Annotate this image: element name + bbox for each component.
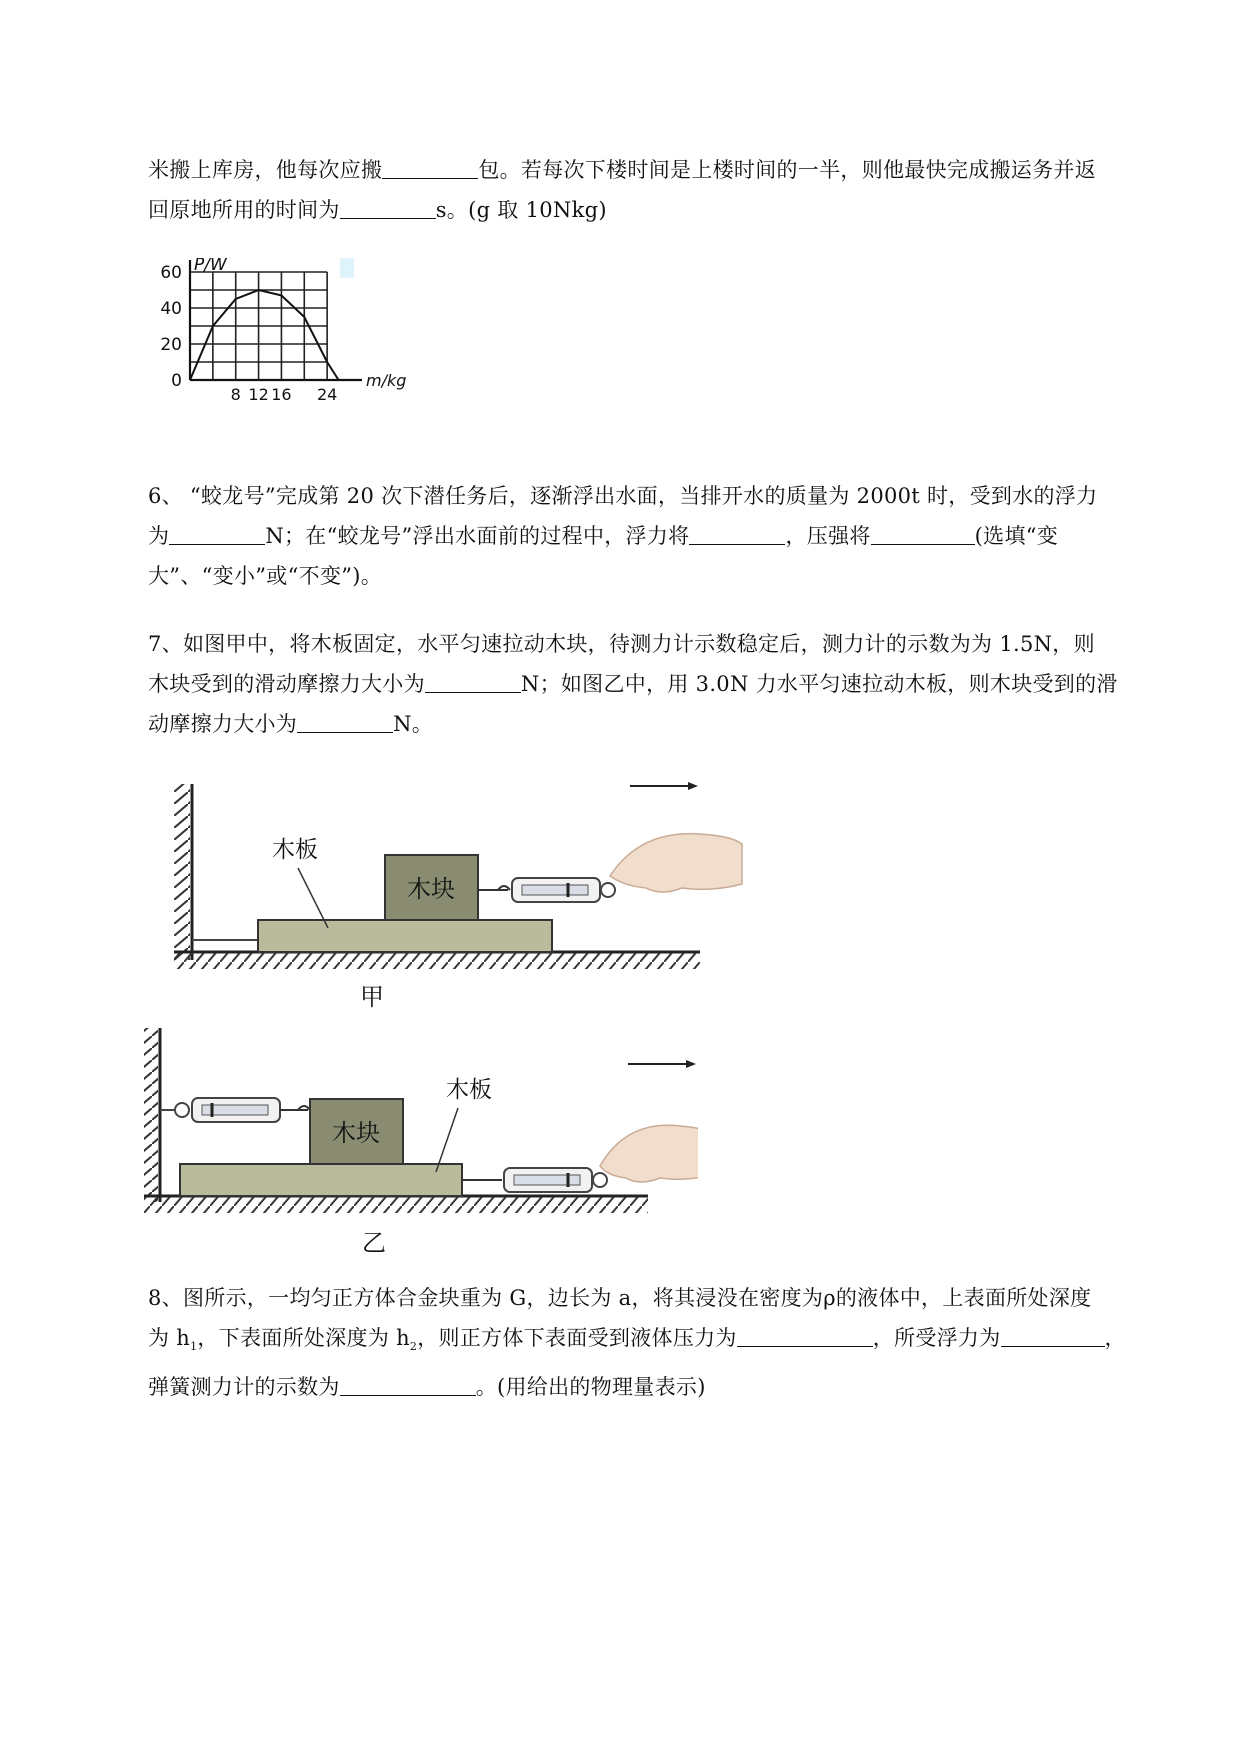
question-7-text xyxy=(148,624,1158,744)
q8-line2-e: ， xyxy=(1104,1326,1126,1350)
chart-x-tick-label: 24 xyxy=(316,385,338,404)
q7-line3-b: N。 xyxy=(393,712,434,736)
chart-x-tick-label: 8 xyxy=(230,385,241,404)
answer-blank[interactable] xyxy=(737,1322,873,1347)
q6-line2-a: 为 xyxy=(148,524,170,548)
q8-line2-d: ，所受浮力为 xyxy=(872,1326,1001,1350)
q8-line1: 8、图所示，一均匀正方体合金块重为 G，边长为 a，将其浸没在密度为ρ的液体中，上表面所处深度 xyxy=(148,1286,1092,1310)
wooden-board xyxy=(180,1164,462,1196)
answer-blank[interactable] xyxy=(169,520,265,545)
figure-jia xyxy=(160,780,780,1014)
answer-blank[interactable] xyxy=(871,520,975,545)
chart-y-tick-label: 40 xyxy=(160,299,182,319)
answer-blank[interactable] xyxy=(1001,1322,1105,1347)
power-mass-chart xyxy=(160,258,450,452)
chart-y-tick-label: 20 xyxy=(160,335,182,355)
hand-illustration xyxy=(600,1125,698,1182)
answer-blank[interactable] xyxy=(425,668,521,693)
answer-blank[interactable] xyxy=(689,520,785,545)
figure-jia-svg xyxy=(160,780,780,1010)
figure-caption-yi: 乙 xyxy=(362,1229,386,1254)
wall-hatch xyxy=(144,1028,158,1202)
q7-line1: 7、如图甲中，将木板固定，水平匀速拉动木块，待测力计示数稳定后，测力计的示数为为 1.5N，则 xyxy=(148,632,1095,656)
block-label: 木块 xyxy=(332,1119,380,1147)
q8-line2-c: ，则正方体下表面受到液体压力为 xyxy=(417,1326,737,1350)
answer-blank[interactable] xyxy=(382,154,478,179)
chart-x-tick-label: 16 xyxy=(271,385,292,404)
q8-subscript-1: 1 xyxy=(190,1340,198,1354)
q7-line2-b: N；如图乙中，用 3.0N 力水平匀速拉动木板，则木块受到的滑 xyxy=(520,672,1118,696)
q5-line2-a: 回原地所用的时间为 xyxy=(148,198,340,222)
block-label: 木块 xyxy=(407,875,455,903)
q5-line2-b: s。(g 取 10Nkg) xyxy=(435,198,607,222)
question-5-text xyxy=(148,150,1158,230)
q5-line1-b: 包。若每次下楼时间是上楼时间的一半，则他最快完成搬运务并返 xyxy=(478,158,1097,182)
hand-illustration xyxy=(610,834,742,892)
q7-line3-a: 动摩擦力大小为 xyxy=(148,712,298,736)
wooden-board xyxy=(258,920,552,952)
ground-hatch xyxy=(174,953,700,969)
board-label: 木板 xyxy=(272,837,318,863)
chart-x-tick-label: 12 xyxy=(248,385,269,404)
figure-yi xyxy=(138,1024,698,1258)
q7-line2-a: 木块受到的滑动摩擦力大小为 xyxy=(148,672,425,696)
q5-line1-a: 米搬上库房，他每次应搬 xyxy=(148,158,383,182)
q6-line2-b: N；在“蛟龙号”浮出水面前的过程中，浮力将 xyxy=(265,524,690,548)
q8-subscript-2: 2 xyxy=(409,1340,418,1354)
ground-hatch xyxy=(144,1197,648,1213)
q6-line2-d: (选填“变 xyxy=(974,524,1059,548)
q8-line2-a: 为 h xyxy=(148,1326,191,1350)
q6-line2-c: ，压强将 xyxy=(785,524,871,548)
question-6-text xyxy=(148,476,1158,596)
chart-y-axis-label: P/W xyxy=(194,258,227,275)
board-label: 木板 xyxy=(446,1077,492,1103)
q6-line1: 6、 “蛟龙号”完成第 20 次下潜任务后，逐渐浮出水面，当排开水的质量为 2000t 时，受到水的浮力 xyxy=(148,484,1098,508)
question-8-text xyxy=(148,1278,1158,1407)
answer-blank[interactable] xyxy=(340,194,436,219)
figure-yi-svg xyxy=(138,1024,698,1254)
chart-y-tick-label: 0 xyxy=(171,371,182,391)
q6-line3: 大”、“变小”或“不变”)。 xyxy=(148,564,383,588)
wall-hatch xyxy=(174,784,190,960)
scan-artifact xyxy=(340,258,354,278)
answer-blank[interactable] xyxy=(340,1371,476,1396)
q8-line3-a: 弹簧测力计的示数为 xyxy=(148,1375,340,1400)
chart-x-axis-label: m/kg xyxy=(366,371,407,390)
power-mass-chart-svg xyxy=(160,258,450,448)
chart-y-tick-label: 60 xyxy=(160,263,182,283)
q8-line3-b: 。(用给出的物理量表示) xyxy=(475,1375,706,1400)
figure-caption-jia: 甲 xyxy=(360,983,384,1010)
answer-blank[interactable] xyxy=(297,708,393,733)
q8-line2-b: ，下表面所处深度为 h xyxy=(197,1326,410,1350)
